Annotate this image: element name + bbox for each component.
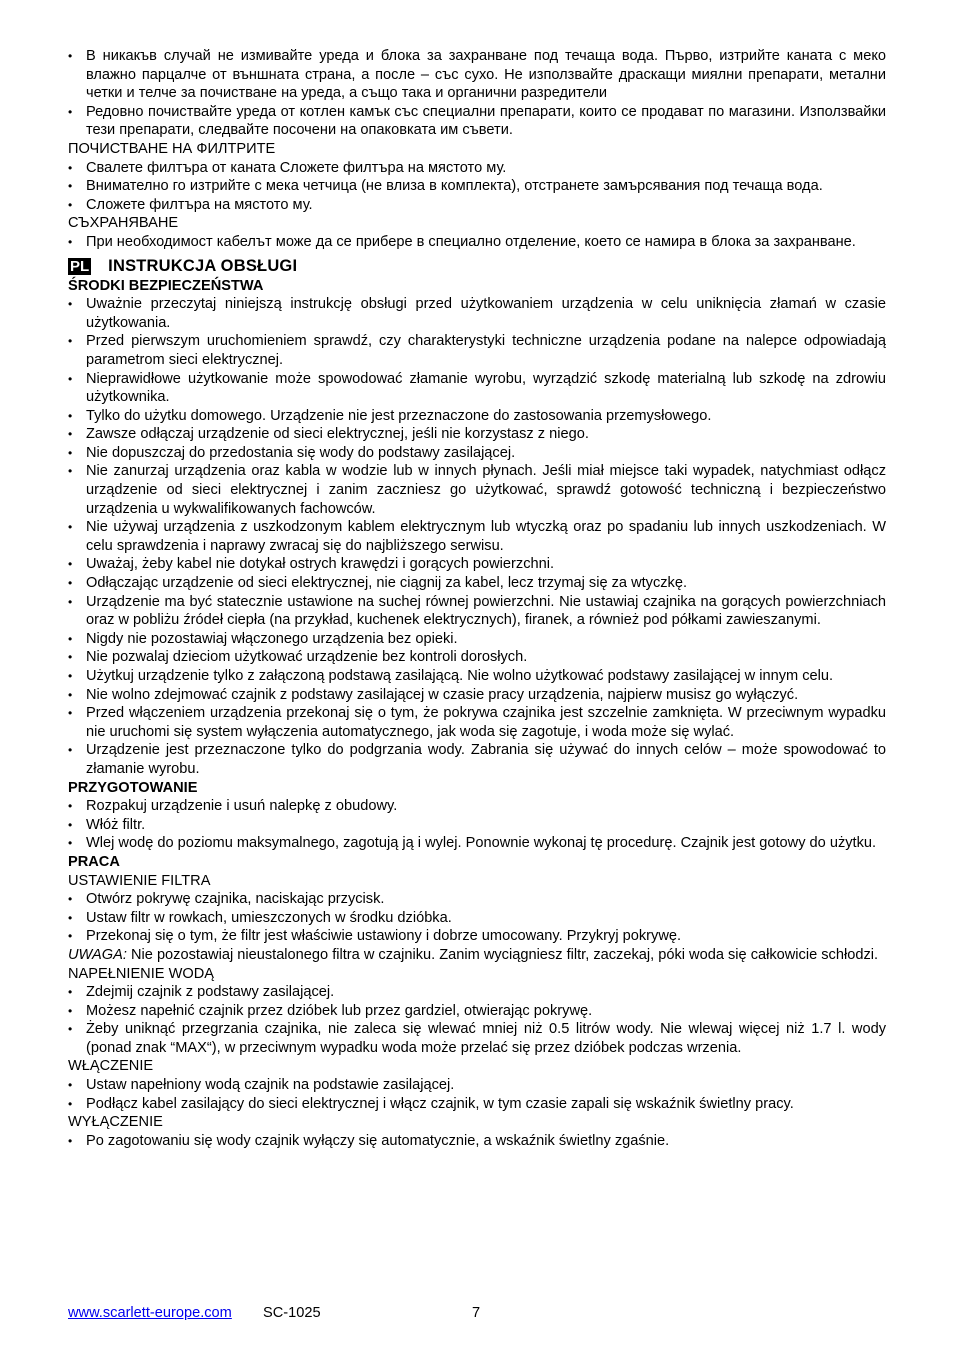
list-item: • Zdejmij czajnik z podstawy zasilającej. [68,983,886,1002]
page-footer [68,1304,886,1322]
list-item: • Nie wolno zdejmować czajnik z podstawy zasilającej w czasie pracy urządzenia, najpierw musisz go wyłączyć. [68,686,886,705]
list-item: • Urządzenie ma być statecznie ustawione na suchej równej powierzchni. Nie ustawiaj czajnika na gorących powierzchniach oraz w pobliżu źródeł ciepła (na przykład, kuchenek elektrycznych), firanek, a również pod półkami zawieszanymi. [68,593,886,630]
bg-filters-list [68,159,886,215]
list-item: • Nie używaj urządzenia z uszkodzonym kablem elektrycznym lub wtyczką oraz po spadaniu lub innych uszkodzeniach. W celu sprawdzenia i naprawy zwracaj się do najbliższego serwisu. [68,518,886,555]
language-badge: PL [70,258,90,276]
bg-storage-heading: СЪХРАНЯВАНЕ [68,215,179,232]
list-item: • Żeby uniknąć przegrzania czajnika, nie zaleca się wlewać mniej niż 0.5 litrów wody. Nie wlewaj więcej niż 1.7 l. wody (ponad znak “MAX“), w przeciwnym wypadku woda może przelać się przez dzióbek podczas wrzenia. [68,1020,886,1057]
website-link[interactable]: www.scarlett-europe.com [68,1305,232,1321]
fill-heading: NAPEŁNIENIE WODĄ [68,965,214,982]
list-item: • Odłączając urządzenie od sieci elektrycznej, nie ciągnij za kabel, lecz trzymaj się za wtyczkę. [68,574,886,593]
list-item: • Wlej wodę do poziomu maksymalnego, zagotują ją i wylej. Ponownie wykonaj tę procedurę. Czajnik jest gotowy do użytku. [68,834,886,853]
list-item: • Nie zanurzaj urządzenia oraz kabla w wodzie lub w innych płynach. Jeśli miał miejsce taki wypadek, natychmiast odłącz urządzenie od sieci elektrycznej i zanim zaczniesz go użytkować, sprawdź gotowość techniczną i bezpieczeństwo urządzenia u wykwalifikowanych fachowców. [68,462,886,518]
list-item: • Uważnie przeczytaj niniejszą instrukcję obsługi przed użytkowaniem urządzenia w celu uniknięcia złamań w czasie użytkowania. [68,295,886,332]
off-heading: WYŁĄCZENIE [68,1114,163,1131]
safety-list [68,295,886,778]
pl-section-header [68,257,886,277]
page-number: 7 [472,1305,481,1321]
list-item: • Внимателно го изтрийте с мека четчица (не влиза в комплекта), отстранете замърсявания под течаща вода. [68,177,886,196]
list-item: • Włóż filtr. [68,816,886,835]
list-item: • Сложете филтъра на мястото му. [68,196,886,215]
bg-filters-heading: ПОЧИСТВАНЕ НА ФИЛТРИТЕ [68,140,276,157]
filter-list [68,890,886,946]
list-item: • Nie pozwalaj dzieciom użytkować urządzenie bez kontroli dorosłych. [68,648,886,667]
list-item: • Otwórz pokrywę czajnika, naciskając przycisk. [68,890,886,909]
list-item: • Przed pierwszym uruchomieniem sprawdź, czy charakterystyki techniczne urządzenia podane na nalepce odpowiadają parametrom sieci elektrycznej. [68,332,886,369]
list-item: • Nie dopuszczaj do przedostania się wody do podstawy zasilającej. [68,444,886,463]
section-title: INSTRUKCJA OBSŁUGI [108,257,298,276]
list-item: • Przekonaj się o tym, że filtr jest właściwie ustawiony i dobrze umocowany. Przykryj pokrywę. [68,927,886,946]
list-item: • Podłącz kabel zasilający do sieci elektrycznej i włącz czajnik, w tym czasie zapali się wskaźnik świetlny pracy. [68,1095,886,1114]
list-item: • Свалете филтъра от каната Сложете филтъра на мястото му. [68,159,886,178]
list-item: • Nieprawidłowe użytkowanie może spowodować złamanie wyrobu, wyrządzić szkodę materialną lub szkodę na zdrowiu użytkownika. [68,370,886,407]
list-item: • Rozpakuj urządzenie i usuń nalepkę z obudowy. [68,797,886,816]
note-label: UWAGA: [68,946,127,963]
on-list [68,1076,886,1113]
list-item: • Urządzenie jest przeznaczone tylko do podgrzania wody. Zabrania się używać do innych celów – może spowodować to złamanie wyrobu. [68,741,886,778]
list-item: • Przed włączeniem urządzenia przekonaj się o tym, że pokrywa czajnika jest szczelnie zamknięta. W przeciwnym wypadku nie uruchomi się system wyłączenia automatycznego, jak woda się zagotuje, i woda może się wylać. [68,704,886,741]
note-text: Nie pozostawiaj nieustalonego filtra w czajniku. Zanim wyciągniesz filtr, zaczekaj, póki woda się całkowicie schłodzi. [126,946,879,963]
on-heading: WŁĄCZENIE [68,1058,154,1075]
list-item: • Zawsze odłączaj urządzenie od sieci elektrycznej, jeśli nie korzystasz z niego. [68,425,886,444]
list-item: • Uważaj, żeby kabel nie dotykał ostrych krawędzi i gorących powierzchni. [68,555,886,574]
off-list [68,1132,886,1151]
list-item: • Редовно почиствайте уреда от котлен камък със специални препарати, които се продават по магазини. Използвайки тези препарати, следвайте посочени на опаковката им съвети. [68,103,886,140]
safety-heading: ŚRODKI BEZPIECZEŃSTWA [68,277,264,294]
work-heading: PRACA [68,853,120,870]
prep-list [68,797,886,853]
list-item: • При необходимост кабелът може да се прибере в специално отделение, което се намира в блока за захранване. [68,233,886,252]
list-item: • Użytkuj urządzenie tylko z załączoną podstawą zasilającą. Nie wolno użytkować podstawy zasilającej w innym celu. [68,667,886,686]
fill-list [68,983,886,1057]
note-paragraph [68,946,886,965]
document-page [68,47,886,1150]
list-item: • Nigdy nie pozostawiaj włączonego urządzenia bez opieki. [68,630,886,649]
bg-storage-list [68,233,886,252]
list-item: • Po zagotowaniu się wody czajnik wyłączy się automatycznie, a wskaźnik świetlny zgaśnie. [68,1132,886,1151]
list-item: • Tylko do użytku domowego. Urządzenie nie jest przeznaczone do zastosowania przemysłowego. [68,407,886,426]
list-item: • Możesz napełnić czajnik przez dzióbek lub przez gardziel, otwierając pokrywę. [68,1002,886,1021]
bg-cleaning-list [68,47,886,140]
filter-heading: USTAWIENIE FILTRA [68,872,211,889]
model-number: SC-1025 [263,1305,321,1321]
list-item: • Ustaw napełniony wodą czajnik na podstawie zasilającej. [68,1076,886,1095]
list-item: • Ustaw filtr w rowkach, umieszczonych w środku dzióbka. [68,909,886,928]
list-item: • В никакъв случай не измивайте уреда и блока за захранване под течаща вода. Първо, изтрийте каната с меко влажно парцалче от външната страна, а после – със сухо. Не използвайте драскащи миялни препарати, метални четки и телче за почистване на уреда, а също така и органични разредители [68,47,886,103]
prep-heading: PRZYGOTOWANIE [68,779,198,796]
